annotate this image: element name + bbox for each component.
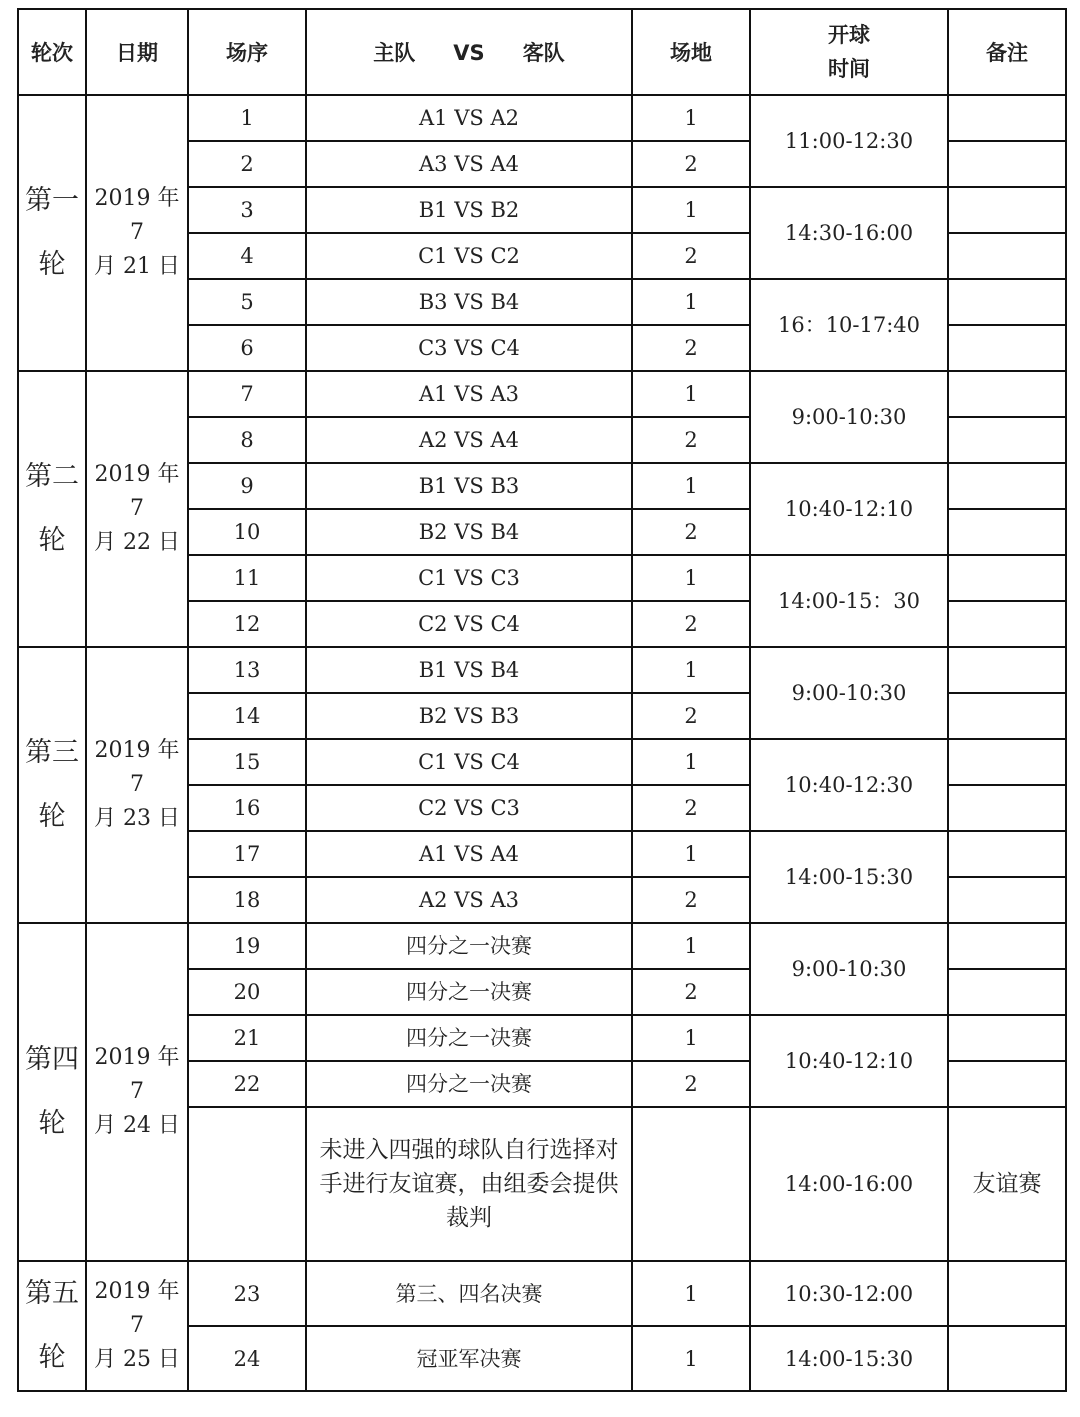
kickoff-time: 14:00-15:30: [750, 1326, 948, 1391]
match-remark: [948, 923, 1066, 969]
match-venue: 2: [632, 969, 750, 1015]
match-remark: 友谊赛: [948, 1107, 1066, 1261]
match-number: 5: [188, 279, 306, 325]
match-number: 20: [188, 969, 306, 1015]
match-venue: 2: [632, 785, 750, 831]
match-venue: 2: [632, 601, 750, 647]
round-label: 第四 轮: [18, 923, 86, 1261]
match-teams: 四分之一决赛: [306, 923, 632, 969]
match-remark: [948, 1015, 1066, 1061]
match-number: 23: [188, 1261, 306, 1326]
kickoff-time: 14:30-16:00: [750, 187, 948, 279]
match-teams: B1 VS B3: [306, 463, 632, 509]
match-teams: C3 VS C4: [306, 325, 632, 371]
kickoff-time: 16：10-17:40: [750, 279, 948, 371]
friendly-description: 未进入四强的球队自行选择对手进行友谊赛，由组委会提供裁判: [306, 1107, 632, 1261]
match-remark: [948, 831, 1066, 877]
match-venue: 1: [632, 647, 750, 693]
match-teams: B2 VS B4: [306, 509, 632, 555]
match-venue: 1: [632, 739, 750, 785]
match-remark: [948, 417, 1066, 463]
header-remarks: 备注: [948, 9, 1066, 95]
match-number: 12: [188, 601, 306, 647]
match-number: 22: [188, 1061, 306, 1107]
kickoff-time: 14:00-15:30: [750, 831, 948, 923]
match-remark: [948, 1326, 1066, 1391]
match-teams: 四分之一决赛: [306, 1061, 632, 1107]
header-round: 轮次: [18, 9, 86, 95]
kickoff-time: 9:00-10:30: [750, 647, 948, 739]
match-teams: B1 VS B2: [306, 187, 632, 233]
match-remark: [948, 647, 1066, 693]
match-venue: 1: [632, 555, 750, 601]
match-teams: A1 VS A4: [306, 831, 632, 877]
match-remark: [948, 279, 1066, 325]
kickoff-time: 14:00-15：30: [750, 555, 948, 647]
match-teams: A1 VS A2: [306, 95, 632, 141]
match-remark: [948, 141, 1066, 187]
round-date: 2019 年 7 月 22 日: [86, 371, 188, 647]
kickoff-time: 9:00-10:30: [750, 371, 948, 463]
match-remark: [948, 877, 1066, 923]
kickoff-time: 10:40-12:30: [750, 739, 948, 831]
match-remark: [948, 233, 1066, 279]
header-vs: VS: [453, 41, 485, 65]
round-label: 第一 轮: [18, 95, 86, 371]
kickoff-time: 10:30-12:00: [750, 1261, 948, 1326]
round-label: 第二 轮: [18, 371, 86, 647]
match-venue: 2: [632, 141, 750, 187]
match-venue: 1: [632, 831, 750, 877]
match-teams: A2 VS A3: [306, 877, 632, 923]
round-date: 2019 年 7 月 24 日: [86, 923, 188, 1261]
kickoff-time: 10:40-12:10: [750, 1015, 948, 1107]
match-teams: C2 VS C3: [306, 785, 632, 831]
match-teams: A1 VS A3: [306, 371, 632, 417]
match-venue: 1: [632, 1326, 750, 1391]
match-venue: 1: [632, 1015, 750, 1061]
table-row: [18, 1261, 1066, 1326]
match-teams: 四分之一决赛: [306, 1015, 632, 1061]
match-teams: C2 VS C4: [306, 601, 632, 647]
match-number: 7: [188, 371, 306, 417]
match-number: 13: [188, 647, 306, 693]
header-match-no: 场序: [188, 9, 306, 95]
round-date: 2019 年 7 月 21 日: [86, 95, 188, 371]
match-number: 21: [188, 1015, 306, 1061]
header-date: 日期: [86, 9, 188, 95]
match-number: 9: [188, 463, 306, 509]
match-number: 14: [188, 693, 306, 739]
match-remark: [948, 1061, 1066, 1107]
match-remark: [948, 693, 1066, 739]
match-schedule-table: [17, 8, 1067, 1392]
header-home: 主队: [373, 41, 416, 65]
match-remark: [948, 555, 1066, 601]
match-remark: [948, 325, 1066, 371]
match-teams: C1 VS C2: [306, 233, 632, 279]
header-row: [18, 9, 1066, 95]
table-row: [18, 647, 1066, 693]
match-venue: 1: [632, 923, 750, 969]
match-remark: [948, 739, 1066, 785]
match-teams: 四分之一决赛: [306, 969, 632, 1015]
table-row: [18, 95, 1066, 141]
match-number: 15: [188, 739, 306, 785]
match-venue: 1: [632, 95, 750, 141]
table-row: [18, 923, 1066, 969]
match-venue: 2: [632, 417, 750, 463]
match-remark: [948, 187, 1066, 233]
match-number: 6: [188, 325, 306, 371]
kickoff-time: 9:00-10:30: [750, 923, 948, 1015]
match-number: 17: [188, 831, 306, 877]
table-row: [18, 371, 1066, 417]
match-venue: 1: [632, 187, 750, 233]
match-teams: C1 VS C4: [306, 739, 632, 785]
round-label: 第五 轮: [18, 1261, 86, 1391]
match-venue: 1: [632, 371, 750, 417]
match-venue: 1: [632, 1261, 750, 1326]
match-venue: 1: [632, 279, 750, 325]
header-teams: [306, 9, 632, 95]
kickoff-time: 10:40-12:10: [750, 463, 948, 555]
match-venue: 1: [632, 463, 750, 509]
kickoff-time: 14:00-16:00: [750, 1107, 948, 1261]
match-teams: B1 VS B4: [306, 647, 632, 693]
match-number: [188, 1107, 306, 1261]
match-number: 11: [188, 555, 306, 601]
match-venue: 2: [632, 693, 750, 739]
match-number: 10: [188, 509, 306, 555]
match-teams: C1 VS C3: [306, 555, 632, 601]
round-date: 2019 年 7 月 25 日: [86, 1261, 188, 1391]
match-teams: A2 VS A4: [306, 417, 632, 463]
match-venue: 2: [632, 233, 750, 279]
match-remark: [948, 371, 1066, 417]
header-kickoff: 开球 时间: [750, 9, 948, 95]
header-away: 客队: [522, 41, 565, 65]
match-number: 19: [188, 923, 306, 969]
match-remark: [948, 95, 1066, 141]
match-number: 3: [188, 187, 306, 233]
match-venue: 2: [632, 509, 750, 555]
match-remark: [948, 1261, 1066, 1326]
match-number: 24: [188, 1326, 306, 1391]
match-remark: [948, 509, 1066, 555]
match-venue: 2: [632, 325, 750, 371]
match-remark: [948, 969, 1066, 1015]
match-venue: 2: [632, 877, 750, 923]
round-date: 2019 年 7 月 23 日: [86, 647, 188, 923]
match-teams: 冠亚军决赛: [306, 1326, 632, 1391]
match-number: 16: [188, 785, 306, 831]
kickoff-time: 11:00-12:30: [750, 95, 948, 187]
match-teams: B2 VS B3: [306, 693, 632, 739]
match-number: 18: [188, 877, 306, 923]
match-venue: [632, 1107, 750, 1261]
round-label: 第三 轮: [18, 647, 86, 923]
match-number: 1: [188, 95, 306, 141]
match-number: 8: [188, 417, 306, 463]
match-remark: [948, 785, 1066, 831]
header-venue: 场地: [632, 9, 750, 95]
match-remark: [948, 463, 1066, 509]
match-teams: B3 VS B4: [306, 279, 632, 325]
match-venue: 2: [632, 1061, 750, 1107]
match-teams: A3 VS A4: [306, 141, 632, 187]
match-number: 2: [188, 141, 306, 187]
match-remark: [948, 601, 1066, 647]
match-number: 4: [188, 233, 306, 279]
match-teams: 第三、四名决赛: [306, 1261, 632, 1326]
